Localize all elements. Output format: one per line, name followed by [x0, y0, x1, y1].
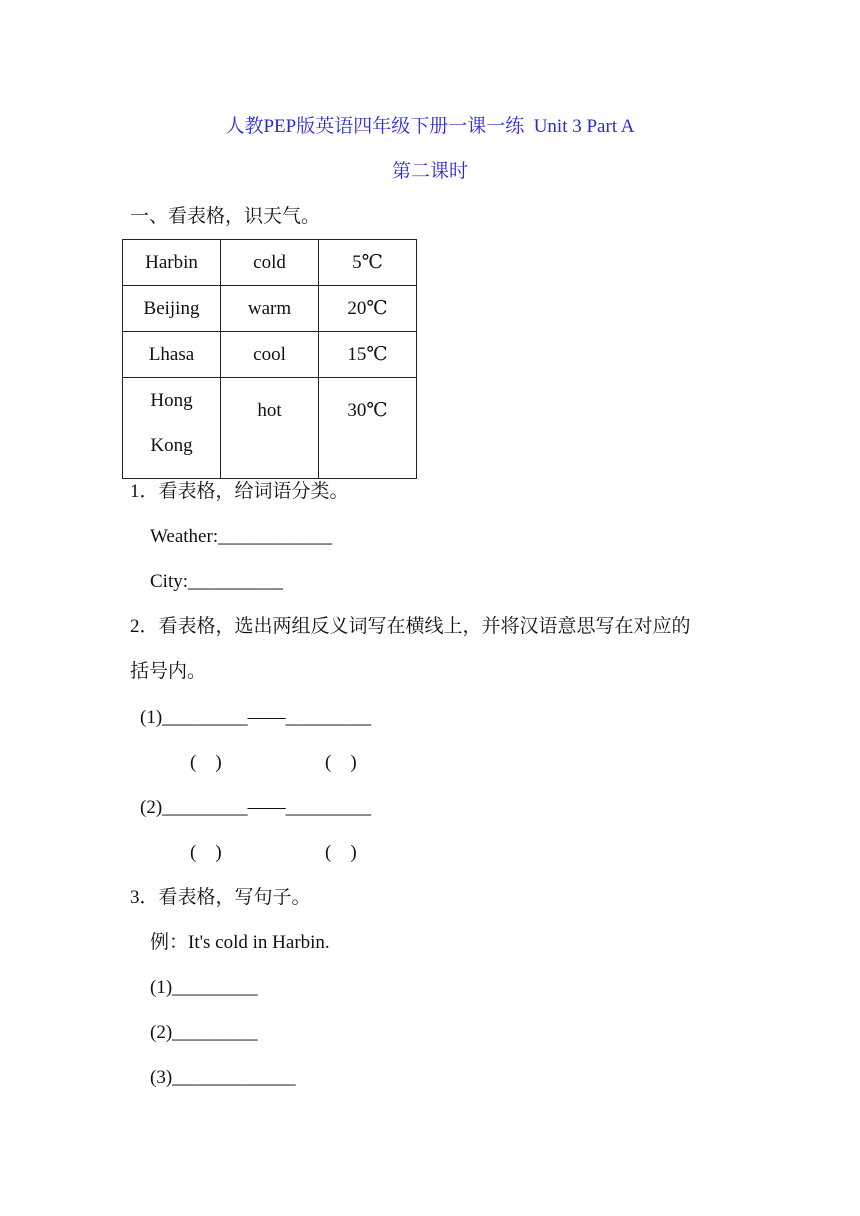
- antonym-pair-2: (2)_________——_________: [140, 797, 372, 818]
- meaning-paren: ( ): [325, 752, 357, 773]
- question-1-prompt: 1．看表格，给词语分类。: [130, 481, 349, 502]
- table-cell-weather: hot: [221, 378, 319, 479]
- question-2-prompt: 2．看表格，选出两组反义词写在横线上，并将汉语意思写在对应的: [130, 616, 691, 637]
- weather-table: [122, 239, 417, 479]
- table-row: [123, 332, 417, 378]
- table-cell-temp: 30℃: [319, 378, 417, 479]
- sentence-answer-line: (2)_________: [150, 1022, 258, 1043]
- table-cell-weather: warm: [221, 286, 319, 332]
- sentence-answer-line: (1)_________: [150, 977, 258, 998]
- page-subtitle: 第二课时: [391, 161, 468, 182]
- meaning-paren: ( ): [190, 752, 222, 773]
- table-row: [123, 378, 417, 479]
- meaning-paren: ( ): [325, 842, 357, 863]
- table-cell-temp: 5℃: [319, 240, 417, 286]
- weather-answer-line: Weather:____________: [150, 526, 333, 547]
- city-line: Hong: [150, 390, 193, 411]
- table-cell-city: [123, 378, 221, 479]
- table-cell-weather: cool: [221, 332, 319, 378]
- antonym-pair-1: (1)_________——_________: [140, 707, 372, 728]
- example-sentence: 例：It's cold in Harbin.: [150, 932, 330, 953]
- question-3-prompt: 3．看表格，写句子。: [130, 887, 311, 908]
- city-line: Kong: [150, 435, 193, 456]
- page-title: 人教PEP版英语四年级下册一课一练 Unit 3 Part A: [225, 116, 635, 137]
- meaning-paren: ( ): [190, 842, 222, 863]
- table-cell-weather: cold: [221, 240, 319, 286]
- table-cell-city: Lhasa: [123, 332, 221, 378]
- question-2-prompt-cont: 括号内。: [130, 661, 207, 682]
- sentence-answer-line: (3)_____________: [150, 1067, 296, 1088]
- section-heading: 一、看表格，识天气。: [130, 206, 321, 227]
- table-row: [123, 286, 417, 332]
- table-cell-temp: 20℃: [319, 286, 417, 332]
- city-answer-line: City:__________: [150, 571, 284, 592]
- table-row: [123, 240, 417, 286]
- table-cell-temp: 15℃: [319, 332, 417, 378]
- table-cell-city: Beijing: [123, 286, 221, 332]
- table-cell-city: Harbin: [123, 240, 221, 286]
